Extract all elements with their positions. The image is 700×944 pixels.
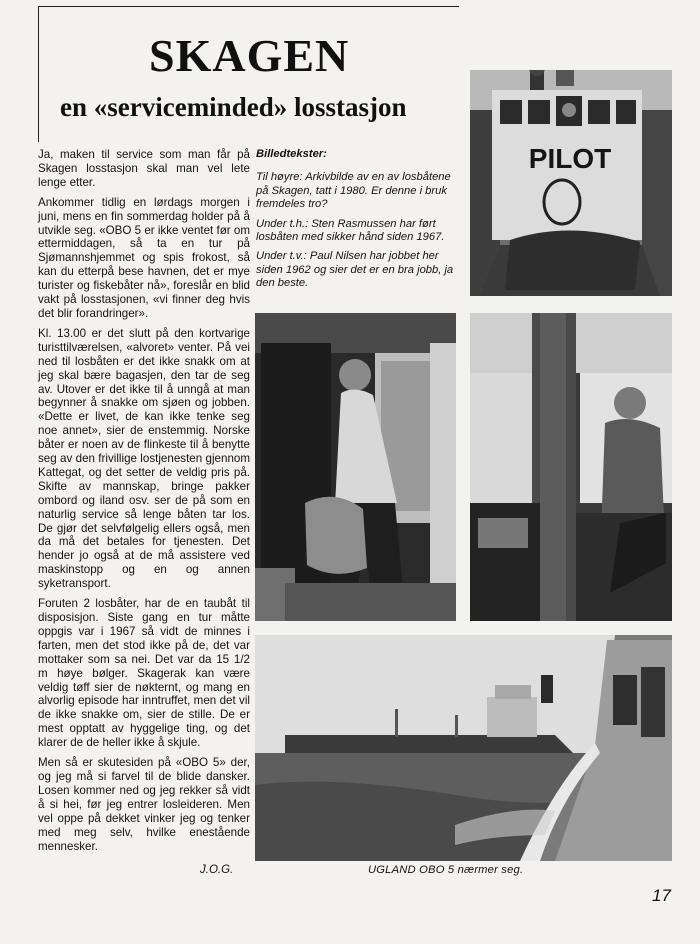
captions-heading: Billedtekster: (256, 148, 327, 160)
article-paragraph: Kl. 13.00 er det slutt på den kortvarige turisttilværelsen, «alvoret» venter. På vei ned til losbåten er det ikke snakk om at jeg skal bære bagasjen, den tar de seg av. Utover er det ikke til å unngå at man begynner å snakke om sjøen og jobben. «Dette er livet, de kan ikke tenke seg noe annet», sier de enstemmig. Norske båter er noen av de flinkeste til å benytte seg av den frivillige lostjenesten gjennom Kattegat, og det setter de veldig pris på. Skifte av mannskap, bringe pakker ombord og iland osv. ser de på som en naturlig service så lenge båten tar los. De gjør det selvfølgelig ellers også, men da må det betales for tjenesten. Det hender jo også at de må assistere ved maskinstopp og en og annen syketransport. (38, 326, 250, 591)
caption-item: Under t.h.: Sten Rasmussen har ført losbåten med sikker hånd siden 1967. (256, 217, 445, 244)
pilot-sign: PILOT (528, 143, 612, 174)
article-paragraph: Ja, maken til service som man får på Skagen losstasjon skal man vel lete lenge etter. (38, 148, 250, 189)
pilot-boat-photo (470, 70, 672, 296)
page-subtitle: en «serviceminded» losstasjon (60, 92, 407, 122)
page-title: SKAGEN (149, 30, 350, 81)
page-number: 17 (652, 886, 671, 905)
caption-item: Til høyre: Arkivbilde av en av losbåtene på Skagen, tatt i 1980. Er denne i bruk fremdeles tro? (256, 171, 451, 211)
author-signature: J.O.G. (200, 864, 234, 876)
article-paragraph: Men så er skutesiden på «OBO 5» der, og jeg må si farvel til de blide dansker. Losen kommer ned og jeg rekker så vidt å si hei, før jeg entrer losleideren. Men vel oppe på dekket vinker jeg og tenker med meg selv, hvilke enestående mennesker. (38, 756, 250, 853)
article-paragraph: Foruten 2 losbåter, har de en taubåt til disposisjon. Siste gang en tur måtte oppgis var i 1967 så vidt de minnes i farten, men det stod ikke på de, det var mottaker som sa nei. Det var da 15 1/2 m høye bølger. Skagerak kan være veldig tøff sier de nøkternt, og mang en alvorlig episode har inntruffet, men det vil de ikke snakke om, sier de stille. De er mest opptatt av hyggelige ting, og det klarer de de heller ikke å skjule. (38, 597, 250, 750)
article-paragraph: Ankommer tidlig en lørdags morgen i juni, mens en fin sommerdag holder på å utvikle seg. «OBO 5 er ikke ventet før om ettermiddagen, så ta en tur på Sjømannshjemmet og spis frokost, så kan du etterpå bese havnen, det er mye turister og fiskebåter nå», foreslår en blid vakt på losstasjonen, «vi finner deg hvis det blir forandringer». (38, 195, 250, 320)
ship-photo-caption: UGLAND OBO 5 nærmer seg. (368, 864, 524, 876)
photo-captions (256, 148, 460, 297)
paul-nilsen-photo (255, 313, 456, 621)
article-body (38, 148, 250, 859)
caption-item: Under t.v.: Paul Nilsen har jobbet her siden 1962 og sier det er en bra jobb, ja den beste. (256, 250, 454, 290)
sten-rasmussen-photo (470, 313, 672, 621)
ugland-obo5-photo (255, 635, 672, 861)
title-box (38, 6, 459, 142)
